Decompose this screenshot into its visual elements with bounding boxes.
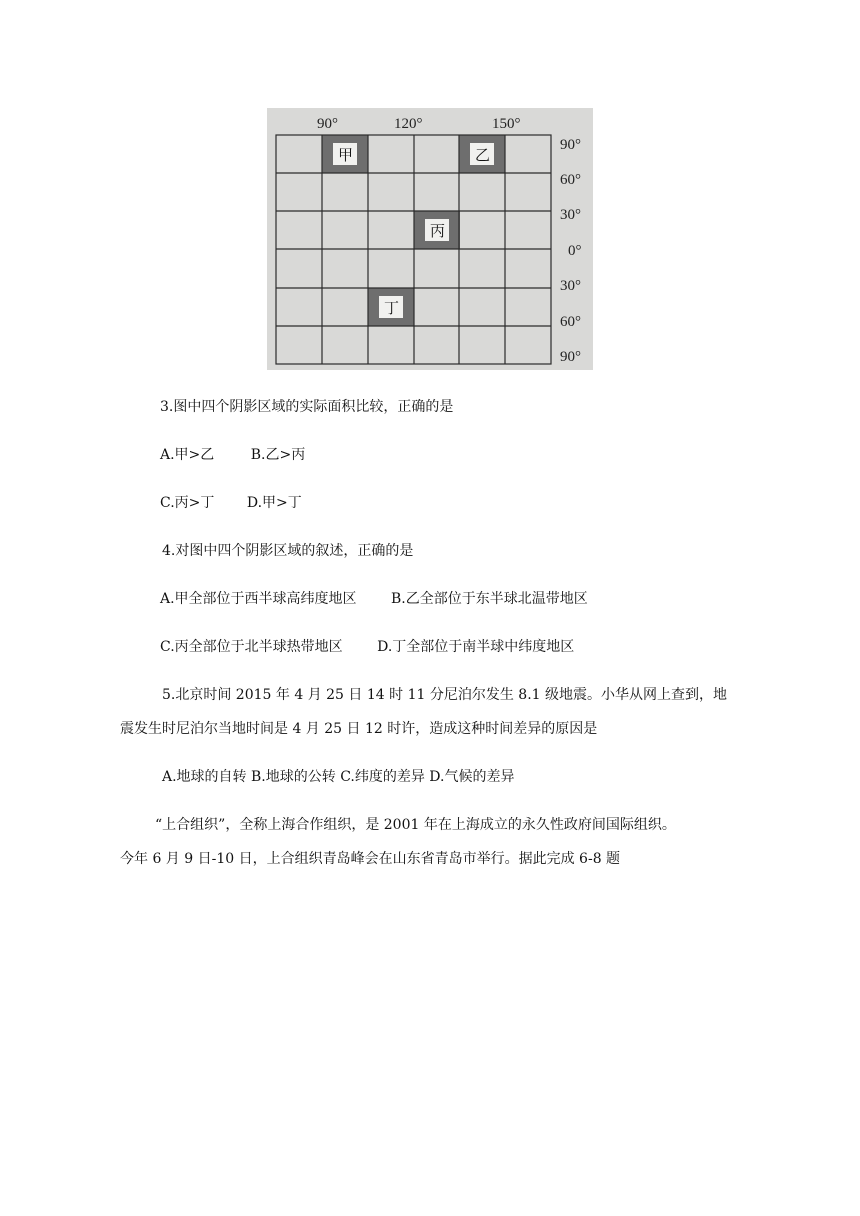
q5-options-text: A.地球的自转 B.地球的公转 C.纬度的差异 D.气候的差异 — [162, 769, 515, 785]
passage-line-1 — [0, 815, 860, 835]
lat-label-30s: 30° — [560, 278, 581, 294]
latitude-longitude-grid-figure — [267, 108, 593, 370]
question-3-options-row-2 — [0, 493, 860, 513]
region-label-yi: 乙 — [475, 146, 491, 164]
grid-lines — [276, 135, 551, 364]
passage-text-line-1: “上合组织”，全称上海合作组织，是 2001 年在上海成立的永久性政府间国际组织。 — [155, 817, 676, 833]
lon-label-150: 150° — [492, 116, 521, 132]
question-4-options-row-2 — [0, 637, 860, 657]
lon-label-90: 90° — [317, 116, 338, 132]
lat-label-90s: 90° — [560, 349, 581, 365]
lat-label-90n: 90° — [560, 137, 581, 153]
lon-label-120: 120° — [394, 116, 423, 132]
q3-stem-text: 3.图中四个阴影区域的实际面积比较，正确的是 — [160, 399, 454, 415]
lat-label-30n: 30° — [560, 207, 581, 223]
lat-label-60n: 60° — [560, 172, 581, 188]
passage-text-line-2: 今年 6 月 9 日-10 日，上合组织青岛峰会在山东省青岛市举行。据此完成 6-8 题 — [120, 851, 621, 867]
q3-option-b: B.乙>丙 — [250, 447, 306, 463]
lat-label-0: 0° — [568, 243, 582, 259]
q5-stem-line-1: 5.北京时间 2015 年 4 月 25 日 14 时 11 分尼泊尔发生 8.1 级地震。小华从网上查到，地 — [162, 687, 728, 703]
q3-option-a: A.甲>乙 — [160, 447, 215, 463]
region-label-bing: 丙 — [430, 222, 446, 240]
q4-option-b: B.乙全部位于东半球北温带地区 — [391, 591, 588, 607]
q4-option-a: A.甲全部位于西半球高纬度地区 — [160, 591, 357, 607]
q4-option-c: C.丙全部位于北半球热带地区 — [160, 639, 343, 655]
q4-option-d: D.丁全部位于南半球中纬度地区 — [377, 639, 575, 655]
question-5-stem-line-2 — [0, 719, 860, 739]
grid-svg — [267, 108, 593, 370]
lat-label-60s: 60° — [560, 314, 581, 330]
question-4-options-row-1 — [0, 589, 860, 609]
passage-line-2 — [0, 849, 860, 869]
question-3-stem — [0, 397, 860, 417]
q5-stem-line-2: 震发生时尼泊尔当地时间是 4 月 25 日 12 时许，造成这种时间差异的原因是 — [120, 721, 598, 737]
q3-option-c: C.丙>丁 — [160, 495, 215, 511]
question-4-stem — [0, 541, 860, 561]
question-5-options — [0, 767, 860, 787]
region-label-ding: 丁 — [384, 299, 400, 317]
region-label-jia: 甲 — [338, 146, 354, 164]
question-5-stem-line-1 — [0, 685, 860, 705]
q4-stem-text: 4.对图中四个阴影区域的叙述，正确的是 — [162, 543, 414, 559]
q3-option-d: D.甲>丁 — [246, 495, 302, 511]
question-3-options-row-1 — [0, 445, 860, 465]
